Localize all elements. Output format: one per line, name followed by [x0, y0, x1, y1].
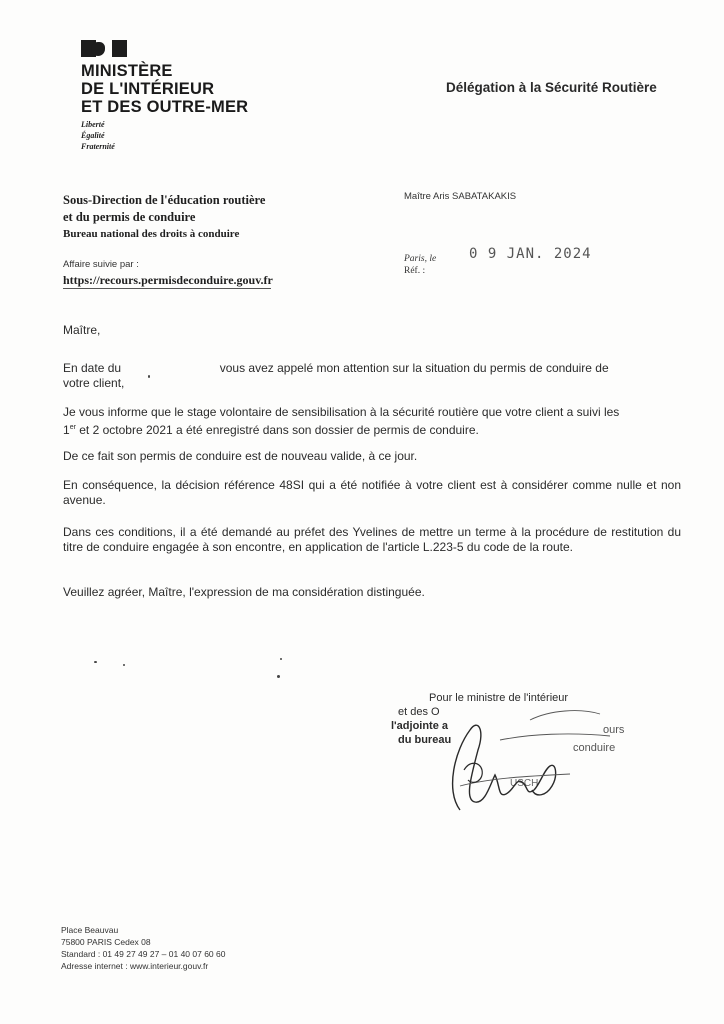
paragraph-6: Veuillez agréer, Maître, l'expression de ma considération distinguée.	[63, 585, 425, 599]
paragraph-1: En date du vous avez appelé mon attention sur la situation du permis de conduire de	[63, 361, 609, 375]
handwritten-signature	[440, 690, 620, 820]
marianne-logo	[81, 40, 127, 57]
scan-speck	[123, 664, 125, 666]
sender-department: Sous-Direction de l'éducation routière et du permis de conduire Bureau national des droits à conduire	[63, 193, 266, 240]
paragraph-5: Dans ces conditions, il a été demandé au préfet des Yvelines de mettre un terme à la procédure de restitution du titre de conduire engagée à son encontre, en application de l'article L.223-5 du code de la route.	[63, 525, 681, 554]
delegation-title: Délégation à la Sécurité Routière	[446, 80, 657, 95]
recours-link[interactable]: https://recours.permisdeconduire.gouv.fr	[63, 273, 273, 287]
paragraph-3: De ce fait son permis de conduire est de nouveau valide, à ce jour.	[63, 449, 418, 463]
scan-speck	[280, 658, 282, 660]
ministry-name: MINISTÈRE DE L'INTÉRIEUR ET DES OUTRE-MER	[81, 62, 249, 116]
scan-speck	[277, 675, 280, 678]
paragraph-4: En conséquence, la décision référence 48SI qui a été notifiée à votre client est à considérer comme nulle et non avenue.	[63, 478, 681, 507]
place-date-labels: Paris, le Réf. :	[404, 254, 437, 276]
date-stamp: 0 9 JAN. 2024	[469, 246, 592, 262]
affaire-label: Affaire suivie par :	[63, 259, 139, 270]
paragraph-2: Je vous informe que le stage volontaire de sensibilisation à la sécurité routière que votre client a suivi les 1er et 2 octobre 2021 a été enregistré dans son dossier de permis de conduire.	[63, 405, 620, 437]
link-underline	[63, 288, 271, 289]
republic-motto: Liberté Égalité Fraternité	[81, 120, 115, 151]
scan-speck	[94, 661, 97, 663]
salutation: Maître,	[63, 323, 101, 337]
paragraph-1-line2: votre client,	[63, 376, 125, 390]
recipient-name: Maître Aris SABATAKAKIS	[404, 191, 517, 202]
scan-mark	[148, 375, 150, 378]
footer-address: Place Beauvau 75800 PARIS Cedex 08 Standard : 01 49 27 49 27 – 01 40 07 60 60 Adresse internet : www.interieur.gouv.fr	[61, 925, 226, 971]
